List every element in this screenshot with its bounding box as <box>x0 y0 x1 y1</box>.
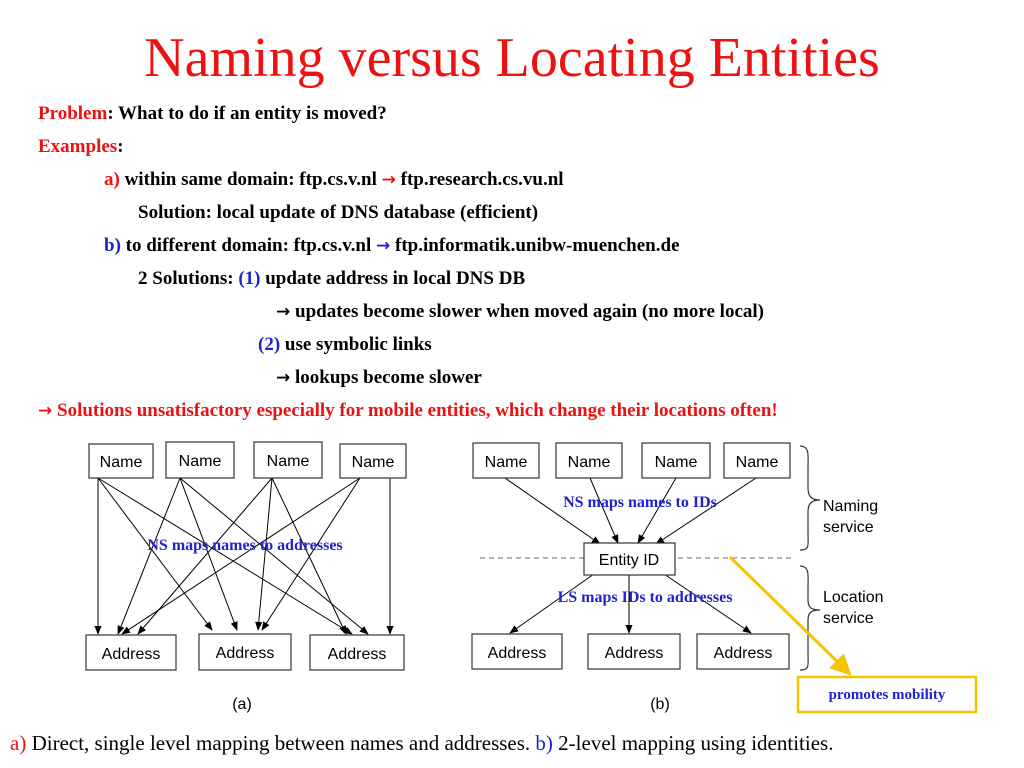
example-b-target: ftp.informatik.unibw-muenchen.de <box>390 235 680 256</box>
edge-b <box>656 478 756 544</box>
entity-id-label: Entity ID <box>598 552 660 569</box>
name-box-label: Name <box>351 454 395 471</box>
edge-a <box>122 478 360 634</box>
diagram-b-name-boxes <box>473 443 790 478</box>
edge-a <box>118 478 180 634</box>
name-box-label: Name <box>735 454 779 471</box>
address-box-label: Address <box>101 646 161 663</box>
name-box-label: Name <box>654 454 698 471</box>
address-box-label: Address <box>327 646 387 663</box>
right-arrow-icon: → <box>38 401 53 421</box>
solution-1-consequence-text: updates become slower when moved again (no more local) <box>290 301 764 322</box>
footer-b-marker: b) <box>535 731 553 755</box>
address-box-label: Address <box>713 645 773 662</box>
naming-service-label-line2: service <box>823 519 874 536</box>
naming-service-brace <box>800 446 820 550</box>
solution-1-marker: (1) <box>238 268 261 289</box>
ls-mapping-label: LS maps IDs to addresses <box>557 589 733 606</box>
edge-a <box>272 478 346 634</box>
edge-b <box>505 478 600 544</box>
solutions-b-prefix: 2 Solutions: <box>138 268 239 289</box>
name-box-label: Name <box>484 454 528 471</box>
solution-2-consequence-text: lookups become slower <box>290 367 482 388</box>
solution-a-line: Solution: local update of DNS database (efficient) <box>138 202 539 223</box>
location-service-brace <box>800 566 820 670</box>
callout-text: promotes mobility <box>828 687 946 703</box>
diagram-a-name-boxes <box>89 442 406 478</box>
right-arrow-icon: → <box>376 236 391 256</box>
footer-a-text: Direct, single level mapping between names and addresses. <box>26 731 536 755</box>
right-arrow-icon: → <box>276 302 291 322</box>
address-box-label: Address <box>604 645 664 662</box>
location-service-label-line1: Location <box>823 589 884 606</box>
name-box-label: Name <box>178 453 222 470</box>
example-b-text: to different domain: ftp.cs.v.nl <box>120 235 376 256</box>
diagram-b-caption: (b) <box>650 696 670 713</box>
solution-1-text: update address in local DNS DB <box>260 268 526 289</box>
right-arrow-icon: → <box>276 368 291 388</box>
name-box-label: Name <box>99 454 143 471</box>
footer-a-marker: a) <box>10 731 27 755</box>
location-service-label-line2: service <box>823 610 874 627</box>
footer-caption <box>10 733 833 754</box>
right-arrow-icon: → <box>381 170 396 190</box>
problem-label: Problem <box>38 103 108 124</box>
slide-title: Naming versus Locating Entities <box>144 27 880 89</box>
diagram-a-caption: (a) <box>232 696 252 713</box>
ns-mapping-label: NS maps names to IDs <box>563 494 717 511</box>
naming-service-label-line1: Naming <box>823 498 879 515</box>
edge-a <box>180 478 237 630</box>
example-a-target: ftp.research.cs.vu.nl <box>395 169 564 190</box>
edge-a <box>262 478 360 630</box>
conclusion-text: Solutions unsatisfactory especially for mobile entities, which change their locations often! <box>52 400 778 421</box>
diagram-a-edges <box>98 478 390 634</box>
problem-text: : What to do if an entity is moved? <box>107 103 387 124</box>
example-b-marker: b) <box>104 235 121 256</box>
example-a-marker: a) <box>104 169 120 190</box>
footer-b-text: 2-level mapping using identities. <box>552 731 834 755</box>
name-box-label: Name <box>266 453 310 470</box>
edge-a <box>98 478 352 634</box>
diagram-a-mapping-label: NS maps names to addresses <box>147 537 343 554</box>
name-box-label: Name <box>567 454 611 471</box>
examples-colon: : <box>117 136 124 157</box>
examples-label: Examples <box>38 136 118 157</box>
solution-2-text: use symbolic links <box>280 334 432 355</box>
edge-a <box>98 478 212 630</box>
edge-a <box>258 478 272 630</box>
address-box-label: Address <box>487 645 547 662</box>
diagram-a-address-boxes <box>86 634 404 670</box>
solution-2-marker: (2) <box>258 334 281 355</box>
address-box-label: Address <box>215 645 275 662</box>
diagram-b-address-boxes <box>472 634 789 669</box>
example-a-text: within same domain: ftp.cs.v.nl <box>119 169 382 190</box>
